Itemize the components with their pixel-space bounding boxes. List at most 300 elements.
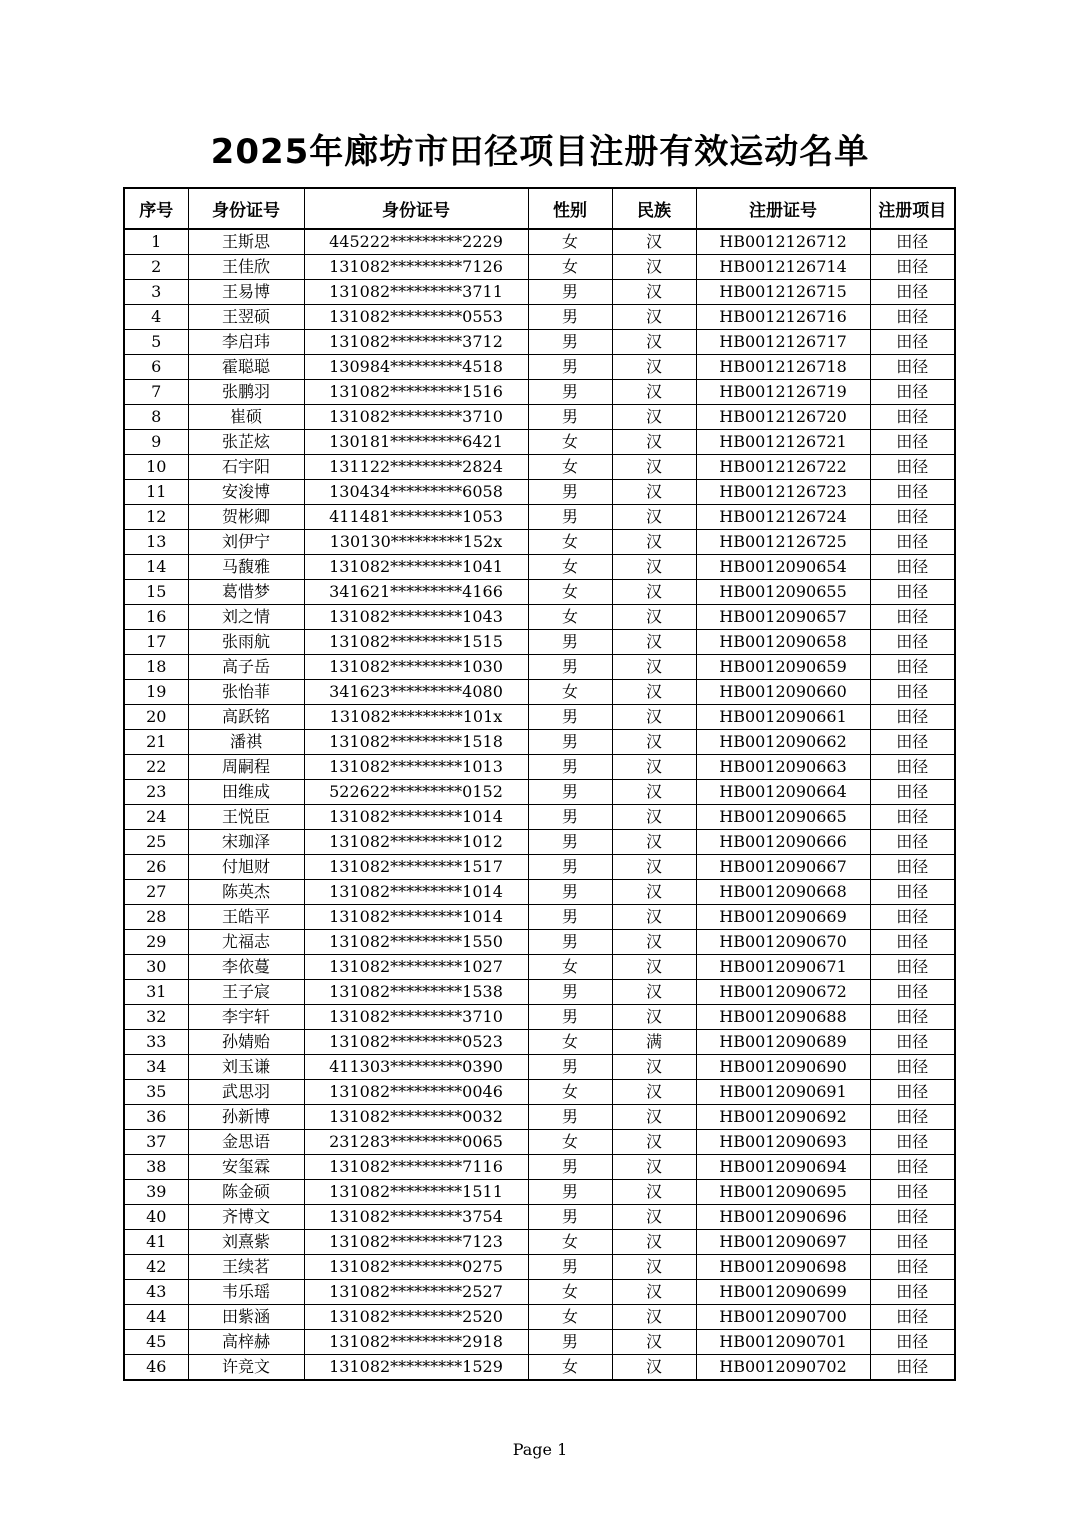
gender-cell: 女 <box>528 580 612 605</box>
gender-cell: 男 <box>528 830 612 855</box>
gender-cell: 女 <box>528 555 612 580</box>
registration-number-cell: HB0012090665 <box>696 805 870 830</box>
ethnicity-cell: 汉 <box>612 255 696 280</box>
gender-cell: 男 <box>528 1105 612 1130</box>
gender-cell: 女 <box>528 1230 612 1255</box>
id-number-cell: 445222*********2229 <box>304 229 528 255</box>
table-row <box>124 680 955 705</box>
event-cell: 田径 <box>870 229 955 255</box>
registration-number-cell: HB0012090689 <box>696 1030 870 1055</box>
name-cell: 许竞文 <box>188 1355 304 1381</box>
id-number-cell: 131082*********1529 <box>304 1355 528 1381</box>
gender-cell: 男 <box>528 1205 612 1230</box>
ethnicity-cell: 汉 <box>612 555 696 580</box>
serial-cell: 28 <box>124 905 188 930</box>
table-row <box>124 1280 955 1305</box>
event-cell: 田径 <box>870 1130 955 1155</box>
event-cell: 田径 <box>870 655 955 680</box>
ethnicity-cell: 汉 <box>612 1005 696 1030</box>
gender-cell: 男 <box>528 980 612 1005</box>
name-cell: 金思语 <box>188 1130 304 1155</box>
table-row <box>124 1330 955 1355</box>
registration-number-cell: HB0012090692 <box>696 1105 870 1130</box>
event-cell: 田径 <box>870 305 955 330</box>
gender-cell: 男 <box>528 655 612 680</box>
header-id-number: 身份证号 <box>304 188 528 229</box>
ethnicity-cell: 汉 <box>612 430 696 455</box>
serial-cell: 13 <box>124 530 188 555</box>
gender-cell: 男 <box>528 480 612 505</box>
name-cell: 霍聪聪 <box>188 355 304 380</box>
event-cell: 田径 <box>870 380 955 405</box>
gender-cell: 男 <box>528 905 612 930</box>
serial-cell: 1 <box>124 229 188 255</box>
table-row <box>124 330 955 355</box>
registration-number-cell: HB0012090693 <box>696 1130 870 1155</box>
name-cell: 周嗣程 <box>188 755 304 780</box>
name-cell: 孙婧贻 <box>188 1030 304 1055</box>
ethnicity-cell: 汉 <box>612 680 696 705</box>
table-row <box>124 780 955 805</box>
serial-cell: 8 <box>124 405 188 430</box>
serial-cell: 46 <box>124 1355 188 1381</box>
gender-cell: 男 <box>528 930 612 955</box>
gender-cell: 男 <box>528 1180 612 1205</box>
serial-cell: 9 <box>124 430 188 455</box>
serial-cell: 35 <box>124 1080 188 1105</box>
ethnicity-cell: 汉 <box>612 1130 696 1155</box>
gender-cell: 男 <box>528 280 612 305</box>
name-cell: 张鹏羽 <box>188 380 304 405</box>
ethnicity-cell: 汉 <box>612 1080 696 1105</box>
serial-cell: 23 <box>124 780 188 805</box>
registration-number-cell: HB0012126725 <box>696 530 870 555</box>
table-row <box>124 705 955 730</box>
serial-cell: 16 <box>124 605 188 630</box>
id-number-cell: 130130*********152x <box>304 530 528 555</box>
id-number-cell: 131082*********101x <box>304 705 528 730</box>
gender-cell: 男 <box>528 1155 612 1180</box>
id-number-cell: 131082*********1027 <box>304 955 528 980</box>
table-row <box>124 830 955 855</box>
registration-number-cell: HB0012126723 <box>696 480 870 505</box>
event-cell: 田径 <box>870 1355 955 1381</box>
ethnicity-cell: 汉 <box>612 580 696 605</box>
gender-cell: 男 <box>528 330 612 355</box>
table-row <box>124 1155 955 1180</box>
table-row <box>124 1355 955 1381</box>
id-number-cell: 130434*********6058 <box>304 480 528 505</box>
header-serial: 序号 <box>124 188 188 229</box>
name-cell: 陈英杰 <box>188 880 304 905</box>
id-number-cell: 131082*********1014 <box>304 805 528 830</box>
gender-cell: 男 <box>528 1055 612 1080</box>
table-row <box>124 505 955 530</box>
id-number-cell: 131082*********3710 <box>304 1005 528 1030</box>
gender-cell: 女 <box>528 229 612 255</box>
table-row <box>124 855 955 880</box>
event-cell: 田径 <box>870 280 955 305</box>
serial-cell: 38 <box>124 1155 188 1180</box>
registration-number-cell: HB0012126719 <box>696 380 870 405</box>
serial-cell: 43 <box>124 1280 188 1305</box>
registration-number-cell: HB0012126716 <box>696 305 870 330</box>
name-cell: 安玺霖 <box>188 1155 304 1180</box>
table-row <box>124 280 955 305</box>
id-number-cell: 131082*********1013 <box>304 755 528 780</box>
ethnicity-cell: 汉 <box>612 1055 696 1080</box>
serial-cell: 34 <box>124 1055 188 1080</box>
registration-number-cell: HB0012090657 <box>696 605 870 630</box>
registration-number-cell: HB0012090694 <box>696 1155 870 1180</box>
gender-cell: 女 <box>528 430 612 455</box>
name-cell: 高梓赫 <box>188 1330 304 1355</box>
name-cell: 宋珈泽 <box>188 830 304 855</box>
ethnicity-cell: 汉 <box>612 880 696 905</box>
event-cell: 田径 <box>870 855 955 880</box>
ethnicity-cell: 汉 <box>612 1280 696 1305</box>
table-body <box>124 229 955 1380</box>
registration-number-cell: HB0012126717 <box>696 330 870 355</box>
id-number-cell: 131082*********2520 <box>304 1305 528 1330</box>
id-number-cell: 131082*********1515 <box>304 630 528 655</box>
id-number-cell: 411303*********0390 <box>304 1055 528 1080</box>
id-number-cell: 131082*********7116 <box>304 1155 528 1180</box>
registration-number-cell: HB0012126718 <box>696 355 870 380</box>
id-number-cell: 131082*********1043 <box>304 605 528 630</box>
ethnicity-cell: 汉 <box>612 355 696 380</box>
event-cell: 田径 <box>870 555 955 580</box>
header-registration-number: 注册证号 <box>696 188 870 229</box>
table-row <box>124 1180 955 1205</box>
event-cell: 田径 <box>870 1055 955 1080</box>
gender-cell: 女 <box>528 605 612 630</box>
table-row <box>124 305 955 330</box>
name-cell: 高跃铭 <box>188 705 304 730</box>
registration-number-cell: HB0012090696 <box>696 1205 870 1230</box>
name-cell: 齐博文 <box>188 1205 304 1230</box>
page-number: Page 1 <box>512 1440 568 1459</box>
ethnicity-cell: 汉 <box>612 855 696 880</box>
serial-cell: 3 <box>124 280 188 305</box>
serial-cell: 33 <box>124 1030 188 1055</box>
table-row <box>124 405 955 430</box>
serial-cell: 42 <box>124 1255 188 1280</box>
gender-cell: 男 <box>528 855 612 880</box>
event-cell: 田径 <box>870 805 955 830</box>
id-number-cell: 131082*********1014 <box>304 905 528 930</box>
serial-cell: 21 <box>124 730 188 755</box>
gender-cell: 男 <box>528 1330 612 1355</box>
table-row <box>124 630 955 655</box>
id-number-cell: 131082*********1014 <box>304 880 528 905</box>
event-cell: 田径 <box>870 980 955 1005</box>
table-row <box>124 1080 955 1105</box>
serial-cell: 10 <box>124 455 188 480</box>
registration-number-cell: HB0012090667 <box>696 855 870 880</box>
id-number-cell: 131082*********0275 <box>304 1255 528 1280</box>
table-row <box>124 905 955 930</box>
ethnicity-cell: 汉 <box>612 380 696 405</box>
id-number-cell: 131082*********0046 <box>304 1080 528 1105</box>
gender-cell: 男 <box>528 630 612 655</box>
name-cell: 王佳欣 <box>188 255 304 280</box>
name-cell: 王斯思 <box>188 229 304 255</box>
event-cell: 田径 <box>870 605 955 630</box>
serial-cell: 31 <box>124 980 188 1005</box>
serial-cell: 6 <box>124 355 188 380</box>
event-cell: 田径 <box>870 1155 955 1180</box>
gender-cell: 男 <box>528 705 612 730</box>
id-number-cell: 131082*********3711 <box>304 280 528 305</box>
serial-cell: 24 <box>124 805 188 830</box>
name-cell: 李依蔓 <box>188 955 304 980</box>
name-cell: 马馥雅 <box>188 555 304 580</box>
name-cell: 田维成 <box>188 780 304 805</box>
name-cell: 王皓平 <box>188 905 304 930</box>
header-ethnicity: 民族 <box>612 188 696 229</box>
ethnicity-cell: 汉 <box>612 505 696 530</box>
serial-cell: 36 <box>124 1105 188 1130</box>
name-cell: 李宇轩 <box>188 1005 304 1030</box>
registration-number-cell: HB0012090660 <box>696 680 870 705</box>
name-cell: 王悦臣 <box>188 805 304 830</box>
table-row <box>124 1230 955 1255</box>
table-row <box>124 930 955 955</box>
serial-cell: 15 <box>124 580 188 605</box>
id-number-cell: 131082*********3754 <box>304 1205 528 1230</box>
event-cell: 田径 <box>870 430 955 455</box>
ethnicity-cell: 汉 <box>612 905 696 930</box>
id-number-cell: 131082*********1538 <box>304 980 528 1005</box>
gender-cell: 男 <box>528 805 612 830</box>
table-row <box>124 455 955 480</box>
id-number-cell: 130181*********6421 <box>304 430 528 455</box>
ethnicity-cell: 汉 <box>612 1305 696 1330</box>
table-header-row <box>124 188 955 229</box>
ethnicity-cell: 汉 <box>612 755 696 780</box>
gender-cell: 男 <box>528 1255 612 1280</box>
id-number-cell: 131082*********2527 <box>304 1280 528 1305</box>
ethnicity-cell: 汉 <box>612 455 696 480</box>
registration-number-cell: HB0012090698 <box>696 1255 870 1280</box>
gender-cell: 女 <box>528 1305 612 1330</box>
registration-number-cell: HB0012126720 <box>696 405 870 430</box>
ethnicity-cell: 汉 <box>612 1205 696 1230</box>
id-number-cell: 131082*********1012 <box>304 830 528 855</box>
event-cell: 田径 <box>870 705 955 730</box>
registration-number-cell: HB0012090655 <box>696 580 870 605</box>
registration-number-cell: HB0012090669 <box>696 905 870 930</box>
event-cell: 田径 <box>870 505 955 530</box>
id-number-cell: 341621*********4166 <box>304 580 528 605</box>
table-row <box>124 255 955 280</box>
event-cell: 田径 <box>870 580 955 605</box>
table-row <box>124 805 955 830</box>
serial-cell: 7 <box>124 380 188 405</box>
registration-number-cell: HB0012090662 <box>696 730 870 755</box>
registration-number-cell: HB0012126715 <box>696 280 870 305</box>
table-row <box>124 355 955 380</box>
gender-cell: 女 <box>528 530 612 555</box>
registration-number-cell: HB0012090672 <box>696 980 870 1005</box>
registration-number-cell: HB0012126714 <box>696 255 870 280</box>
id-number-cell: 131082*********0553 <box>304 305 528 330</box>
id-number-cell: 131082*********1518 <box>304 730 528 755</box>
table-row <box>124 1305 955 1330</box>
id-number-cell: 522622*********0152 <box>304 780 528 805</box>
name-cell: 崔硕 <box>188 405 304 430</box>
gender-cell: 男 <box>528 355 612 380</box>
event-cell: 田径 <box>870 730 955 755</box>
table-row <box>124 880 955 905</box>
event-cell: 田径 <box>870 680 955 705</box>
id-number-cell: 231283*********0065 <box>304 1130 528 1155</box>
name-cell: 张雨航 <box>188 630 304 655</box>
registration-number-cell: HB0012126724 <box>696 505 870 530</box>
serial-cell: 22 <box>124 755 188 780</box>
gender-cell: 女 <box>528 680 612 705</box>
table-row <box>124 1130 955 1155</box>
event-cell: 田径 <box>870 1005 955 1030</box>
serial-cell: 27 <box>124 880 188 905</box>
gender-cell: 男 <box>528 405 612 430</box>
id-number-cell: 131082*********3710 <box>304 405 528 430</box>
registration-number-cell: HB0012090670 <box>696 930 870 955</box>
serial-cell: 17 <box>124 630 188 655</box>
ethnicity-cell: 汉 <box>612 805 696 830</box>
ethnicity-cell: 汉 <box>612 1255 696 1280</box>
gender-cell: 男 <box>528 755 612 780</box>
id-number-cell: 131082*********1041 <box>304 555 528 580</box>
registration-number-cell: HB0012090671 <box>696 955 870 980</box>
ethnicity-cell: 汉 <box>612 305 696 330</box>
registration-number-cell: HB0012126722 <box>696 455 870 480</box>
registration-number-cell: HB0012126712 <box>696 229 870 255</box>
ethnicity-cell: 汉 <box>612 830 696 855</box>
name-cell: 张怡菲 <box>188 680 304 705</box>
registration-number-cell: HB0012126721 <box>696 430 870 455</box>
table-row <box>124 730 955 755</box>
serial-cell: 18 <box>124 655 188 680</box>
id-number-cell: 131082*********7126 <box>304 255 528 280</box>
event-cell: 田径 <box>870 1305 955 1330</box>
registration-number-cell: HB0012090699 <box>696 1280 870 1305</box>
ethnicity-cell: 汉 <box>612 1355 696 1381</box>
ethnicity-cell: 汉 <box>612 630 696 655</box>
id-number-cell: 131082*********0523 <box>304 1030 528 1055</box>
serial-cell: 45 <box>124 1330 188 1355</box>
table-row <box>124 605 955 630</box>
id-number-cell: 411481*********1053 <box>304 505 528 530</box>
name-cell: 刘熹紫 <box>188 1230 304 1255</box>
ethnicity-cell: 汉 <box>612 1180 696 1205</box>
serial-cell: 40 <box>124 1205 188 1230</box>
name-cell: 韦乐瑶 <box>188 1280 304 1305</box>
table-row <box>124 1105 955 1130</box>
name-cell: 刘之情 <box>188 605 304 630</box>
table-row <box>124 1205 955 1230</box>
serial-cell: 2 <box>124 255 188 280</box>
table-row <box>124 229 955 255</box>
ethnicity-cell: 汉 <box>612 530 696 555</box>
ethnicity-cell: 汉 <box>612 1105 696 1130</box>
event-cell: 田径 <box>870 1330 955 1355</box>
table-row <box>124 955 955 980</box>
serial-cell: 37 <box>124 1130 188 1155</box>
gender-cell: 女 <box>528 1280 612 1305</box>
ethnicity-cell: 汉 <box>612 705 696 730</box>
serial-cell: 4 <box>124 305 188 330</box>
serial-cell: 26 <box>124 855 188 880</box>
serial-cell: 29 <box>124 930 188 955</box>
event-cell: 田径 <box>870 755 955 780</box>
serial-cell: 14 <box>124 555 188 580</box>
gender-cell: 男 <box>528 305 612 330</box>
name-cell: 贺彬卿 <box>188 505 304 530</box>
event-cell: 田径 <box>870 355 955 380</box>
ethnicity-cell: 汉 <box>612 730 696 755</box>
gender-cell: 女 <box>528 1355 612 1381</box>
event-cell: 田径 <box>870 480 955 505</box>
ethnicity-cell: 汉 <box>612 980 696 1005</box>
registration-number-cell: HB0012090663 <box>696 755 870 780</box>
table-row <box>124 1055 955 1080</box>
header-gender: 性别 <box>528 188 612 229</box>
event-cell: 田径 <box>870 905 955 930</box>
serial-cell: 19 <box>124 680 188 705</box>
id-number-cell: 131082*********0032 <box>304 1105 528 1130</box>
id-number-cell: 131082*********1550 <box>304 930 528 955</box>
ethnicity-cell: 汉 <box>612 780 696 805</box>
gender-cell: 男 <box>528 730 612 755</box>
ethnicity-cell: 汉 <box>612 330 696 355</box>
gender-cell: 女 <box>528 1130 612 1155</box>
table-row <box>124 580 955 605</box>
ethnicity-cell: 汉 <box>612 605 696 630</box>
name-cell: 葛惜梦 <box>188 580 304 605</box>
event-cell: 田径 <box>870 1205 955 1230</box>
name-cell: 武思羽 <box>188 1080 304 1105</box>
id-number-cell: 130984*********4518 <box>304 355 528 380</box>
id-number-cell: 131082*********7123 <box>304 1230 528 1255</box>
id-number-cell: 341623*********4080 <box>304 680 528 705</box>
registration-number-cell: HB0012090688 <box>696 1005 870 1030</box>
header-registration-event: 注册项目 <box>870 188 955 229</box>
document-title: 2025年廊坊市田径项目注册有效运动名单 <box>210 132 870 172</box>
name-cell: 田紫涵 <box>188 1305 304 1330</box>
ethnicity-cell: 汉 <box>612 1330 696 1355</box>
name-cell: 陈金硕 <box>188 1180 304 1205</box>
id-number-cell: 131082*********1511 <box>304 1180 528 1205</box>
gender-cell: 男 <box>528 1005 612 1030</box>
event-cell: 田径 <box>870 1030 955 1055</box>
ethnicity-cell: 汉 <box>612 1155 696 1180</box>
registration-number-cell: HB0012090654 <box>696 555 870 580</box>
serial-cell: 12 <box>124 505 188 530</box>
registration-number-cell: HB0012090658 <box>696 630 870 655</box>
event-cell: 田径 <box>870 1080 955 1105</box>
id-number-cell: 131082*********3712 <box>304 330 528 355</box>
name-cell: 刘伊宁 <box>188 530 304 555</box>
name-cell: 安浚博 <box>188 480 304 505</box>
serial-cell: 5 <box>124 330 188 355</box>
ethnicity-cell: 汉 <box>612 280 696 305</box>
event-cell: 田径 <box>870 830 955 855</box>
header-name: 身份证号 <box>188 188 304 229</box>
registration-number-cell: HB0012090664 <box>696 780 870 805</box>
serial-cell: 25 <box>124 830 188 855</box>
